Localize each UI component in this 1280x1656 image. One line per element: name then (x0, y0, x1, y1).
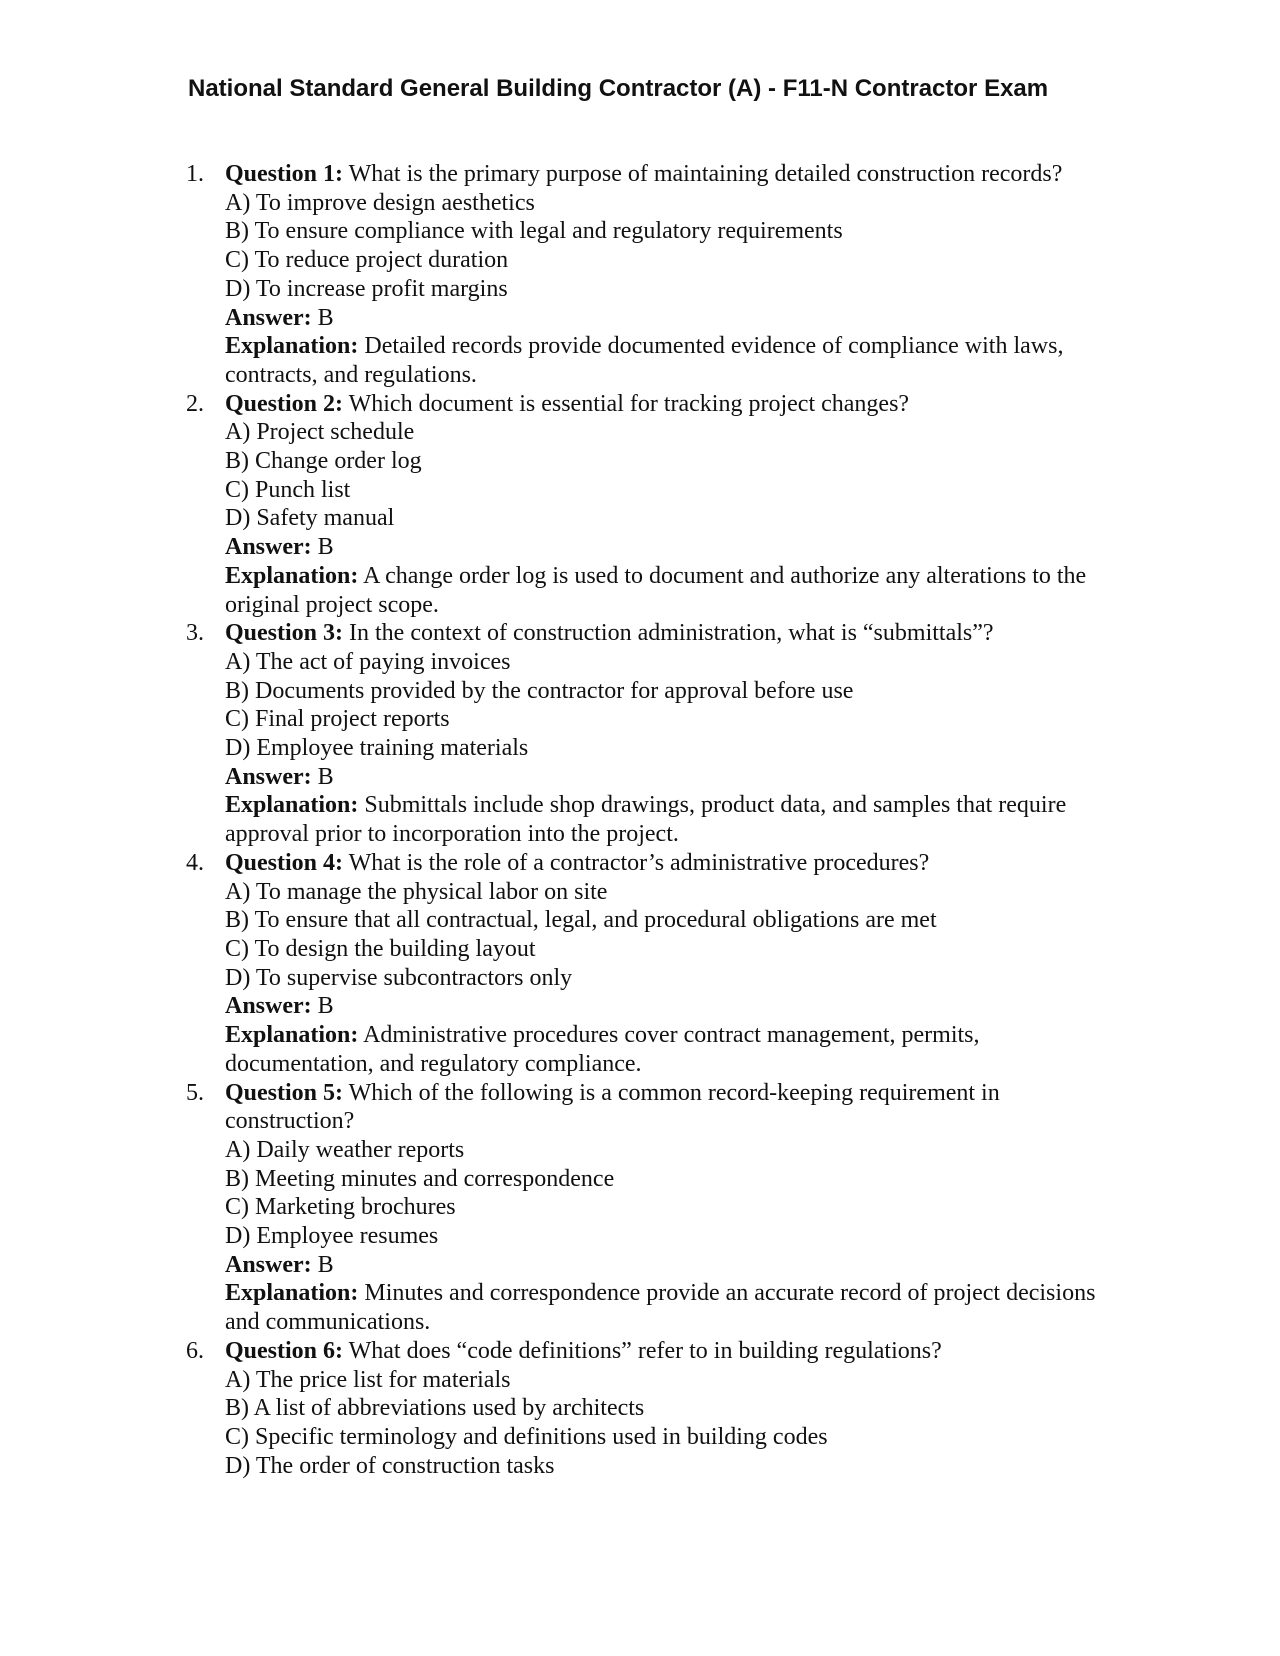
option-c: C) Punch list (225, 476, 351, 503)
answer-label: Answer: (225, 534, 312, 561)
option-a: A) To manage the physical labor on site (225, 878, 608, 905)
answer-value: B (317, 993, 334, 1020)
question-text: In the context of construction administration, what is “submittals”? (349, 620, 994, 647)
option-c: C) To reduce project duration (225, 247, 509, 274)
answer-label: Answer: (225, 1251, 312, 1278)
explanation-label: Explanation: (225, 333, 359, 360)
option-b: B) Change order log (225, 448, 422, 475)
question-label: Question 2: (225, 390, 344, 417)
explanation (225, 791, 1125, 848)
question-text: What does “code definitions” refer to in building regulations? (348, 1337, 942, 1364)
question-item-5 (0, 1079, 1125, 1337)
option-d: D) Safety manual (225, 505, 395, 532)
explanation-text: Submittals include shop drawings, product data, and samples that require approval prior to incorporation into the project. (225, 792, 1067, 848)
question-text: What is the primary purpose of maintaining detailed construction records? (348, 161, 1063, 187)
question-label: Question 5: (225, 1079, 344, 1106)
option-c: C) Specific terminology and definitions used in building codes (225, 1423, 828, 1450)
question-text: Which of the following is a common record-keeping requirement in construction? (225, 1079, 1000, 1135)
question-item-2 (0, 390, 1125, 620)
question-label: Question 6: (225, 1337, 344, 1364)
option-a: A) Daily weather reports (225, 1136, 465, 1163)
question-number: 1. (186, 161, 204, 187)
option-d: D) The order of construction tasks (225, 1452, 555, 1479)
explanation-text: A change order log is used to document and authorize any alterations to the original project scope. (225, 562, 1087, 618)
answer-value: B (317, 534, 334, 561)
question-number: 5. (186, 1079, 204, 1106)
option-d: D) To increase profit margins (225, 275, 508, 302)
option-a: A) The price list for materials (225, 1366, 511, 1393)
question-item-1 (0, 160, 1125, 390)
question-number: 2. (186, 390, 204, 417)
option-a: A) Project schedule (225, 419, 415, 446)
question-text: What is the role of a contractor’s administrative procedures? (348, 849, 930, 876)
question-label: Question 1: (225, 161, 344, 187)
question-label: Question 4: (225, 849, 344, 876)
question-prompt (225, 1079, 1125, 1136)
question-item-6 (0, 1337, 1125, 1481)
question-prompt (225, 390, 1125, 419)
option-d: D) Employee resumes (225, 1223, 439, 1250)
answer-line (225, 533, 1125, 562)
explanation (225, 562, 1125, 619)
option-b: B) To ensure compliance with legal and regulatory requirements (225, 218, 843, 245)
question-prompt (225, 619, 1125, 648)
question-item-4 (0, 849, 1125, 1079)
question-prompt (225, 849, 1125, 878)
explanation-text: Administrative procedures cover contract management, permits, documentation, and regulatory compliance. (225, 1022, 980, 1077)
answer-line (225, 763, 1125, 792)
option-d: D) Employee training materials (225, 735, 529, 762)
answer-label: Answer: (225, 763, 312, 790)
question-item-3 (0, 619, 1125, 849)
explanation (225, 1279, 1125, 1336)
question-prompt (225, 1337, 1125, 1366)
explanation-label: Explanation: (225, 1280, 359, 1307)
option-a: A) The act of paying invoices (225, 648, 511, 675)
explanation-text: Detailed records provide documented evidence of compliance with laws, contracts, and regulations. (225, 333, 1064, 388)
answer-label: Answer: (225, 304, 312, 331)
option-a: A) To improve design aesthetics (225, 189, 535, 216)
option-b: B) A list of abbreviations used by architects (225, 1395, 645, 1422)
answer-value: B (317, 1251, 334, 1278)
question-number: 3. (186, 620, 204, 647)
answer-line (225, 1251, 1125, 1280)
option-c: C) To design the building layout (225, 935, 536, 962)
explanation-label: Explanation: (225, 562, 359, 589)
option-c: C) Final project reports (225, 706, 450, 733)
question-list (0, 160, 1125, 1480)
answer-label: Answer: (225, 993, 312, 1020)
explanation-label: Explanation: (225, 792, 359, 819)
option-b: B) Documents provided by the contractor for approval before use (225, 677, 854, 704)
document-title: National Standard General Building Contractor (A) - F11-N Contractor Exam (188, 75, 1049, 102)
explanation-text: Minutes and correspondence provide an accurate record of project decisions and communications. (225, 1280, 1096, 1336)
option-c: C) Marketing brochures (225, 1194, 456, 1221)
question-number: 6. (186, 1337, 204, 1364)
explanation (225, 332, 1125, 389)
option-b: B) Meeting minutes and correspondence (225, 1165, 615, 1192)
question-label: Question 3: (225, 620, 344, 647)
question-number: 4. (186, 849, 204, 876)
answer-value: B (317, 304, 334, 331)
explanation-label: Explanation: (225, 1022, 359, 1049)
answer-value: B (317, 763, 334, 790)
answer-line (225, 304, 1125, 333)
question-prompt (225, 160, 1125, 189)
answer-line (225, 992, 1125, 1021)
explanation (225, 1021, 1125, 1078)
question-text: Which document is essential for tracking project changes? (348, 390, 910, 417)
option-b: B) To ensure that all contractual, legal, and procedural obligations are met (225, 907, 937, 934)
option-d: D) To supervise subcontractors only (225, 964, 573, 991)
